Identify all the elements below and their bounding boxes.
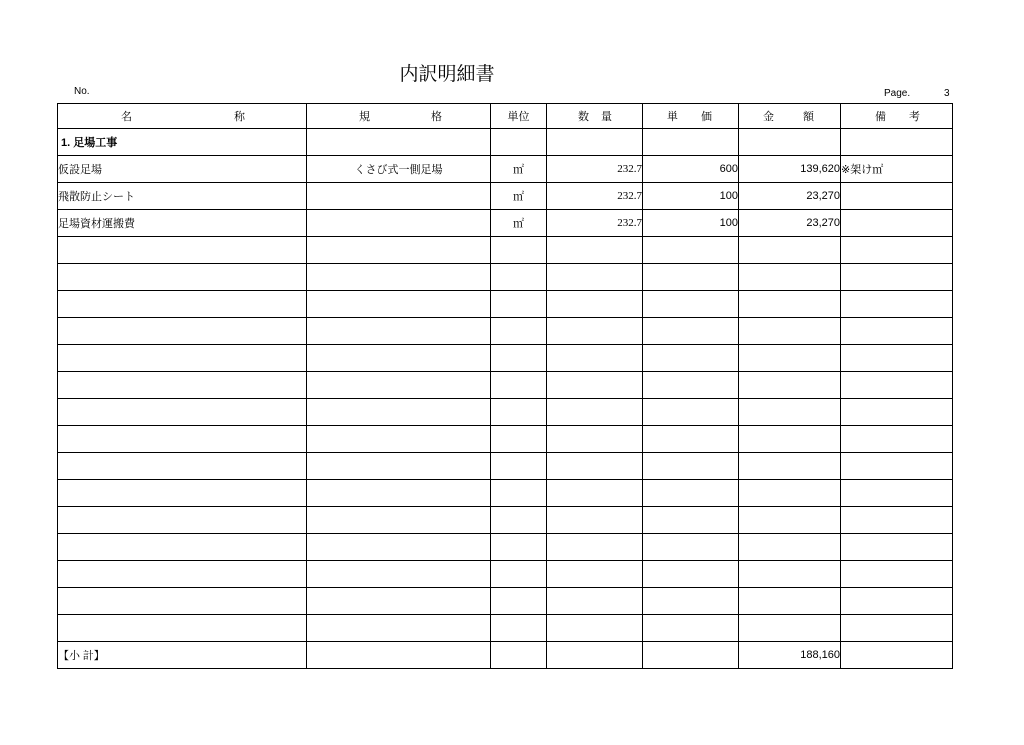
cell-price — [643, 399, 739, 426]
cell-spec — [307, 399, 491, 426]
cell-amount — [739, 345, 841, 372]
cell-note — [841, 129, 953, 156]
cell-note — [841, 264, 953, 291]
column-header-char: 格 — [431, 111, 442, 123]
cell-amount — [739, 318, 841, 345]
cell-unit — [491, 480, 547, 507]
cell-unit: ㎡ — [491, 183, 547, 210]
cell-qty — [547, 237, 643, 264]
table-row — [58, 507, 953, 534]
cell-amount — [739, 561, 841, 588]
cell-price — [643, 129, 739, 156]
column-header-char: 規 — [359, 111, 370, 123]
cell-name — [58, 453, 307, 480]
cell-amount — [739, 588, 841, 615]
cell-note — [841, 291, 953, 318]
cell-note — [841, 237, 953, 264]
table-row — [58, 399, 953, 426]
cell-qty — [547, 507, 643, 534]
table-row — [58, 372, 953, 399]
subtotal-label: 【小 計】 — [58, 642, 307, 669]
column-header-char: 価 — [701, 111, 712, 123]
cell-name: 足場資材運搬費 — [58, 210, 307, 237]
cell-spec — [307, 237, 491, 264]
cell-amount: 23,270 — [739, 210, 841, 237]
itemized-statement-table — [57, 103, 953, 669]
document-title: 内訳明細書 — [399, 63, 495, 85]
cell-note — [841, 318, 953, 345]
cell-name — [58, 264, 307, 291]
cell-spec — [307, 345, 491, 372]
table-row — [58, 561, 953, 588]
cell-qty: 232.7 — [547, 210, 643, 237]
cell-note — [841, 480, 953, 507]
cell-qty — [547, 480, 643, 507]
cell-note — [841, 615, 953, 642]
cell-price — [643, 372, 739, 399]
cell-qty — [547, 264, 643, 291]
section-row — [58, 129, 953, 156]
column-header-char: 量 — [601, 111, 612, 123]
column-header-char: 額 — [803, 111, 814, 123]
cell-qty: 232.7 — [547, 183, 643, 210]
cell-amount — [739, 507, 841, 534]
table-row — [58, 426, 953, 453]
cell-spec — [307, 642, 491, 669]
table-row — [58, 345, 953, 372]
column-header-unit — [491, 104, 547, 129]
cell-spec — [307, 318, 491, 345]
table-header-row — [58, 104, 953, 129]
cell-note — [841, 507, 953, 534]
cell-qty — [547, 345, 643, 372]
cell-qty — [547, 534, 643, 561]
cell-spec — [307, 615, 491, 642]
cell-unit — [491, 291, 547, 318]
cell-amount — [739, 237, 841, 264]
cell-price — [643, 318, 739, 345]
cell-price — [643, 615, 739, 642]
cell-qty — [547, 561, 643, 588]
cell-note — [841, 453, 953, 480]
cell-name — [58, 561, 307, 588]
cell-note — [841, 426, 953, 453]
cell-price — [643, 291, 739, 318]
cell-amount — [739, 453, 841, 480]
cell-price — [643, 453, 739, 480]
cell-unit: ㎡ — [491, 210, 547, 237]
cell-qty — [547, 426, 643, 453]
cell-qty: 232.7 — [547, 156, 643, 183]
cell-price — [643, 264, 739, 291]
column-header-char: 考 — [909, 111, 920, 123]
cell-spec — [307, 183, 491, 210]
cell-unit — [491, 534, 547, 561]
cell-unit — [491, 237, 547, 264]
cell-name — [58, 588, 307, 615]
subtotal-row — [58, 642, 953, 669]
column-header-char: 単 — [667, 111, 678, 123]
table-body — [58, 129, 953, 642]
column-header-char: 数 — [578, 111, 589, 123]
cell-unit — [491, 453, 547, 480]
cell-price: 600 — [643, 156, 739, 183]
cell-name — [58, 237, 307, 264]
cell-unit — [491, 399, 547, 426]
column-header-char: 称 — [234, 111, 245, 123]
cell-amount — [739, 264, 841, 291]
cell-spec — [307, 588, 491, 615]
table-row — [58, 237, 953, 264]
table-row — [58, 534, 953, 561]
cell-qty — [547, 291, 643, 318]
cell-qty — [547, 129, 643, 156]
cell-amount — [739, 615, 841, 642]
cell-price — [643, 534, 739, 561]
table-row — [58, 210, 953, 237]
cell-amount — [739, 534, 841, 561]
cell-spec — [307, 507, 491, 534]
table-row — [58, 291, 953, 318]
cell-unit — [491, 561, 547, 588]
page-label: Page. — [884, 88, 911, 99]
cell-amount — [739, 399, 841, 426]
cell-spec — [307, 291, 491, 318]
cell-unit — [491, 426, 547, 453]
cell-amount: 23,270 — [739, 183, 841, 210]
cell-spec: くさび式一側足場 — [307, 156, 491, 183]
cell-spec — [307, 453, 491, 480]
cell-qty — [547, 372, 643, 399]
table-row — [58, 480, 953, 507]
cell-note — [841, 372, 953, 399]
table-row — [58, 264, 953, 291]
cell-qty — [547, 642, 643, 669]
table-row — [58, 615, 953, 642]
cell-unit — [491, 642, 547, 669]
cell-price — [643, 561, 739, 588]
cell-note — [841, 183, 953, 210]
cell-note — [841, 210, 953, 237]
page-number: 3 — [944, 88, 950, 99]
cell-amount — [739, 480, 841, 507]
cell-qty — [547, 399, 643, 426]
cell-name — [58, 345, 307, 372]
column-header-name — [58, 104, 307, 129]
cell-unit — [491, 264, 547, 291]
cell-name: 1. 足場工事 — [58, 129, 307, 156]
cell-amount: 139,620 — [739, 156, 841, 183]
table-row — [58, 453, 953, 480]
column-header-remarks — [841, 104, 953, 129]
cell-unit — [491, 318, 547, 345]
column-header-char: 備 — [875, 111, 886, 123]
cell-qty — [547, 318, 643, 345]
cell-unit: ㎡ — [491, 156, 547, 183]
cell-price — [643, 642, 739, 669]
cell-name — [58, 399, 307, 426]
cell-qty — [547, 453, 643, 480]
cell-unit — [491, 345, 547, 372]
cell-name: 飛散防止シート — [58, 183, 307, 210]
cell-note — [841, 345, 953, 372]
cell-name — [58, 480, 307, 507]
cell-amount — [739, 291, 841, 318]
cell-qty — [547, 615, 643, 642]
subtotal-amount: 188,160 — [739, 642, 841, 669]
cell-name — [58, 372, 307, 399]
cell-spec — [307, 372, 491, 399]
cell-amount — [739, 426, 841, 453]
cell-name — [58, 615, 307, 642]
cell-qty — [547, 588, 643, 615]
cell-unit — [491, 372, 547, 399]
cell-spec — [307, 129, 491, 156]
column-header-amount — [739, 104, 841, 129]
cell-price — [643, 345, 739, 372]
cell-name — [58, 534, 307, 561]
cell-unit — [491, 615, 547, 642]
cell-unit — [491, 507, 547, 534]
cell-spec — [307, 534, 491, 561]
cell-note — [841, 642, 953, 669]
table-row — [58, 156, 953, 183]
cell-note — [841, 561, 953, 588]
cell-name — [58, 291, 307, 318]
cell-price — [643, 507, 739, 534]
cell-note: ※架け㎡ — [841, 156, 953, 183]
column-header-quantity — [547, 104, 643, 129]
cell-amount — [739, 129, 841, 156]
cell-note — [841, 534, 953, 561]
cell-spec — [307, 264, 491, 291]
cell-unit — [491, 129, 547, 156]
cell-price — [643, 237, 739, 264]
table-row — [58, 183, 953, 210]
column-header-char: 金 — [763, 111, 774, 123]
cell-price — [643, 426, 739, 453]
column-header-unit-price — [643, 104, 739, 129]
cell-unit — [491, 588, 547, 615]
cell-spec — [307, 210, 491, 237]
cell-price — [643, 588, 739, 615]
cell-note — [841, 588, 953, 615]
table-row — [58, 318, 953, 345]
cell-name — [58, 426, 307, 453]
cell-price: 100 — [643, 210, 739, 237]
cell-name: 仮設足場 — [58, 156, 307, 183]
cell-spec — [307, 426, 491, 453]
cell-name — [58, 318, 307, 345]
cell-spec — [307, 561, 491, 588]
document-number-label: No. — [74, 86, 90, 97]
cell-price — [643, 480, 739, 507]
cell-spec — [307, 480, 491, 507]
cell-note — [841, 399, 953, 426]
cell-name — [58, 507, 307, 534]
column-header-char: 単位 — [507, 111, 530, 123]
column-header-char: 名 — [121, 111, 132, 123]
table-row — [58, 588, 953, 615]
cell-amount — [739, 372, 841, 399]
column-header-spec — [307, 104, 491, 129]
cell-price: 100 — [643, 183, 739, 210]
